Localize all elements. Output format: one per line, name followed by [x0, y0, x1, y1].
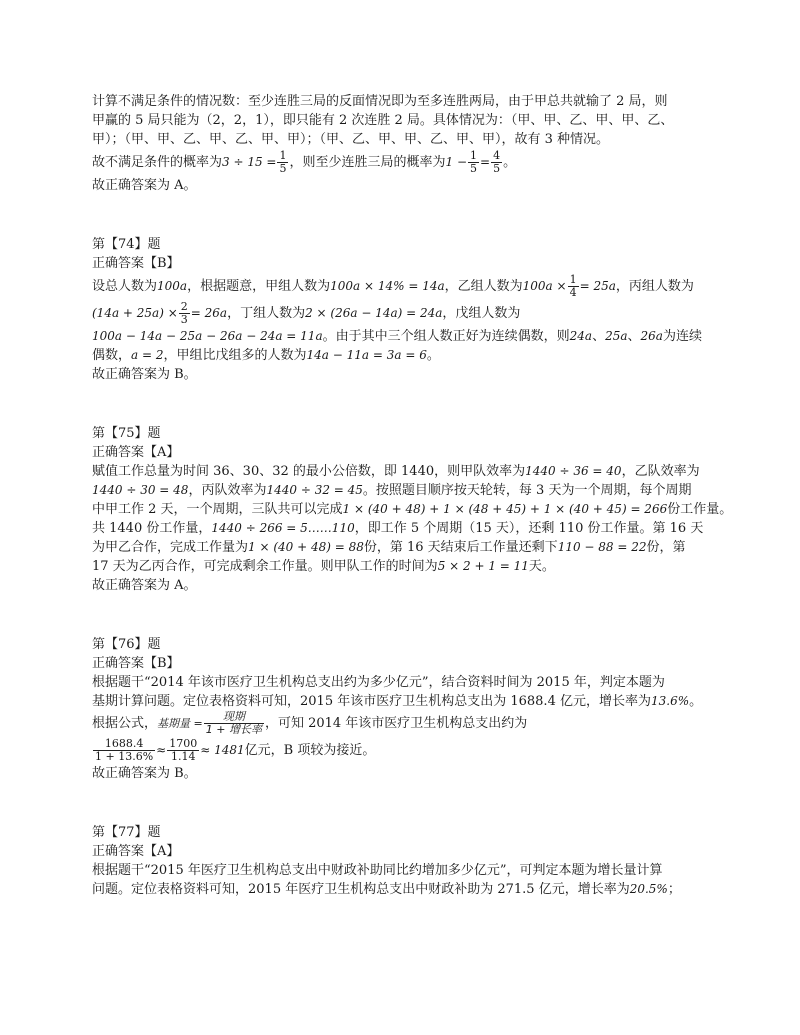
q75-line-2: 1440 ÷ 30 = 48，丙队效率为1440 ÷ 32 = 45。按照题目顺序按天轮转，每 3 天为一个周期，每个周期 [92, 483, 692, 498]
q77-correct-answer: 正确答案【A】 [92, 844, 180, 859]
q73-line-1: 计算不满足条件的情况数：至少连胜三局的反面情况即为至多连胜两局，由于甲总共就输了 2 局，则 [92, 94, 668, 109]
q74-line-4: 偶数，a = 2，甲组比戊组多的人数为14a − 11a = 3a = 6。 [92, 348, 440, 363]
q76-line-4: $\frac{1688.4}{1 + 13.6\%}$ ≈ $\frac{1700}{1.14}$ ≈ 1481亿元，B 项较为接近。 [95, 737, 376, 763]
q73-line-4: 故不满足条件的概率为3 ÷ 15 = $\frac{1}{5}$ ，则至少连胜三局的概率为1 − $\frac{1}{5}$ = $\frac{4}{5}$ 。 [92, 149, 517, 175]
q76-heading: 第【76】题 [92, 637, 161, 652]
q73-formula-1: 3 ÷ 15 = [222, 155, 277, 169]
q73-block [92, 92, 732, 195]
q77-block [92, 823, 732, 899]
q77-heading: 第【77】题 [92, 825, 161, 840]
q75-block [92, 424, 732, 595]
q74-heading: 第【74】题 [92, 237, 161, 252]
q73-fraction-2: $\frac{1}{5}$ [470, 149, 478, 175]
q74-line-3: 100a − 14a − 25a − 26a − 24a = 11a。由于其中三个组人数正好为连续偶数，则24a、25a、26a为连续 [92, 329, 702, 344]
q77-line-2: 问题。定位表格资料可知，2015 年医疗卫生机构总支出中财政补助为 271.5 亿元，增长率为20.5%； [92, 882, 681, 897]
q76-block [92, 635, 732, 783]
q76-correct-answer: 正确答案【B】 [92, 656, 180, 671]
q76-line-1: 根据题干“2014 年该市医疗卫生机构总支出约为多少亿元”，结合资料时间为 2015 年，判定本题为 [92, 675, 665, 690]
q73-fraction-1: $\frac{1}{5}$ [279, 149, 287, 175]
q73-answer-line: 故正确答案为 A。 [92, 178, 197, 193]
q76-answer-line: 故正确答案为 B。 [92, 766, 197, 781]
q73-line-2: 甲赢的 5 局只能为（2，2，1），即只能有 2 次连胜 2 局。具体情况为：（甲、甲、乙、甲、甲、乙、 [92, 113, 674, 128]
q73-formula-2: 1 − [445, 155, 468, 169]
q75-answer-line: 故正确答案为 A。 [92, 578, 197, 593]
q76-line-2: 基期计算问题。定位表格资料可知，2015 年该市医疗卫生机构总支出为 1688.4 亿元，增长率为13.6%。 [92, 694, 703, 709]
q76-line-3: 根据公式，基期量 = $\frac{\text{现期}}{\text{1 + 增长率}}$ ，可知 2014 年该市医疗卫生机构总支出约为 [92, 710, 528, 736]
q74-block [92, 235, 732, 384]
q75-line-3: 中甲工作 2 天，一个周期，三队共可以完成1 × (40 + 48) + 1 × (48 + 45) + 1 × (40 + 45) = 266份工作量。 [92, 502, 733, 517]
q75-line-5: 为甲乙合作，完成工作量为1 × (40 + 48) = 88份，第 16 天结束后工作量还剩下110 − 88 = 22份，第 [92, 540, 686, 555]
q75-line-1: 赋值工作总量为时间 36、30、32 的最小公倍数，即 1440，则甲队效率为1440 ÷ 36 = 40，乙队效率为 [92, 464, 700, 479]
q73-line-3: 甲）；（甲、甲、乙、甲、乙、甲、甲）；（甲、乙、甲、甲、乙、甲、甲），故有 3 种情况。 [92, 132, 610, 147]
q76-base-formula: 基期量 = [157, 717, 203, 730]
q75-line-6: 17 天为乙丙合作，可完成剩余工作量。则甲队工作的时间为5 × 2 + 1 = 11天。 [92, 559, 555, 574]
q77-line-1: 根据题干“2015 年医疗卫生机构总支出中财政补助同比约增加多少亿元”，可判定本题为增长量计算 [92, 863, 663, 878]
solution-page [92, 92, 732, 899]
q74-answer-line: 故正确答案为 B。 [92, 367, 197, 382]
q75-line-4: 共 1440 份工作量，1440 ÷ 266 = 5……110，即工作 5 个周期（15 天），还剩 110 份工作量。第 16 天 [92, 521, 704, 536]
q75-heading: 第【75】题 [92, 426, 161, 441]
q74-line-1: 设总人数为100a，根据题意，甲组人数为100a × 14% = 14a，乙组人数为100a × $\frac{1}{4}$ = 25a，丙组人数为 [92, 273, 694, 299]
q73-fraction-3: $\frac{4}{5}$ [493, 149, 501, 175]
q74-line-2: (14a + 25a) × $\frac{2}{3}$ = 26a，丁组人数为2 × (26a − 14a) = 24a，戊组人数为 [92, 300, 521, 326]
q74-correct-answer: 正确答案【B】 [92, 256, 180, 271]
q75-correct-answer: 正确答案【A】 [92, 445, 180, 460]
